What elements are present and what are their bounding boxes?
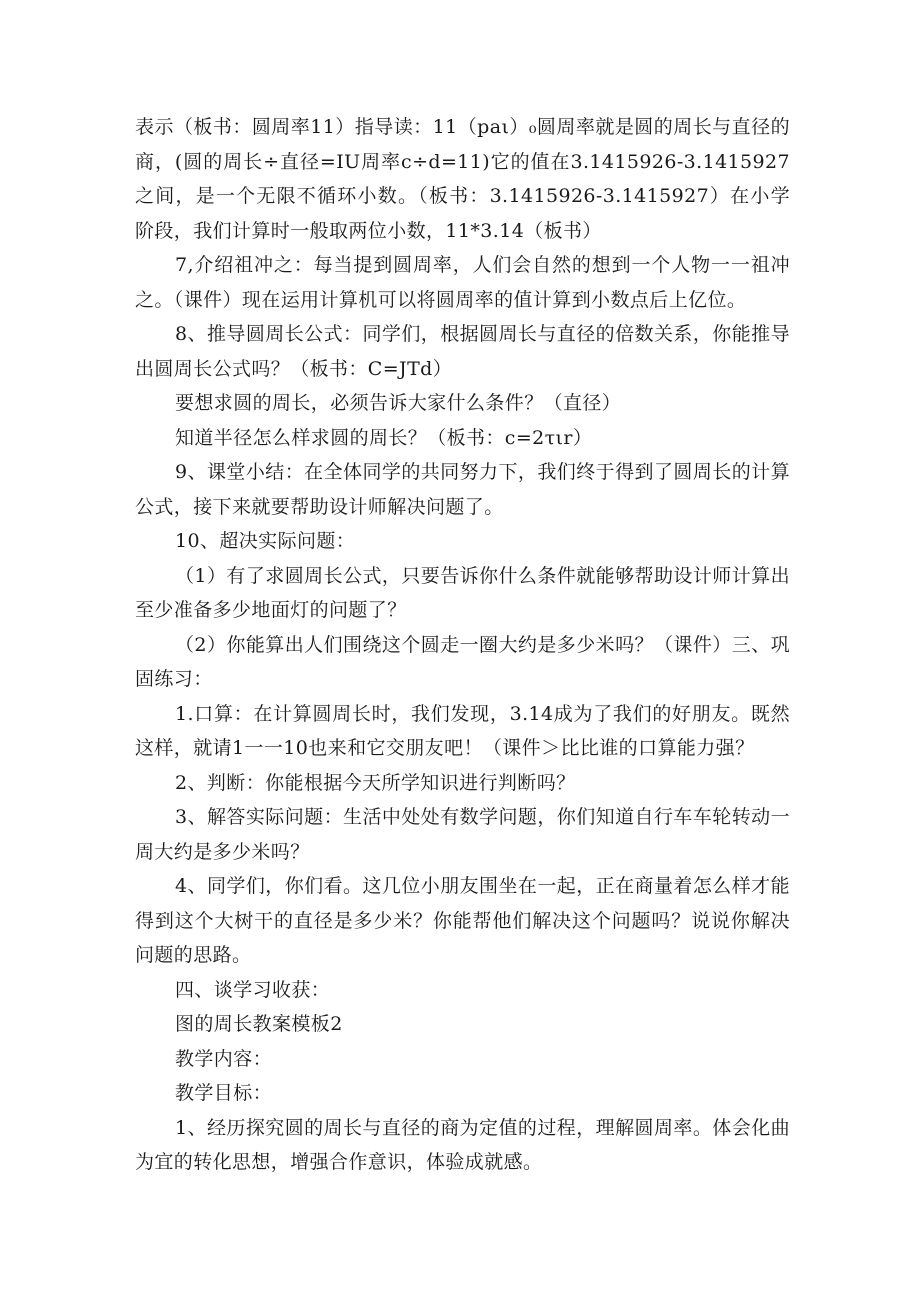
paragraph-2: 7,介绍祖冲之：每当提到圆周率，人们会自然的想到一个人物一一祖冲之。（课件）现在运用计算机可以将圆周率的值计算到小数点后上亿位。 — [135, 254, 790, 311]
paragraph-10: 1.口算：在计算圆周长时，我们发现，3.14成为了我们的好朋友。既然这样，就请1一一10也来和它交朋友吧！（课件＞比比谁的口算能力强？ — [135, 702, 790, 759]
paragraph-4: 要想求圆的周长，必须告诉大家什么条件？（直径） — [175, 392, 622, 414]
paragraph-1: 表示（板书：圆周率11）指导读：11（paι）₀圆周率就是圆的周长与直径的商，(圆的周长÷直径=IU周率c÷d=11)它的值在3.1415926-3.1415927之间，是一个无限不循环小数。（板书：3.1415926-3.1415927）在小学阶段，我们计算时一般取两位小数，11*3.14（板书） — [135, 116, 790, 242]
paragraph-6: 9、课堂小结：在全体同学的共同努力下，我们终于得到了圆周长的计算公式，接下来就要帮助设计师解决问题了。 — [135, 461, 790, 518]
paragraph-8: （1）有了求圆周长公式，只要告诉你什么条件就能够帮助设计师计算出至少准备多少地面灯的问题了？ — [135, 564, 790, 621]
paragraph-15: 图的周长教案模板2 — [175, 1013, 343, 1035]
paragraph-9: （2）你能算出人们围绕这个圆走一圈大约是多少米吗？（课件）三、巩固练习： — [135, 633, 790, 690]
paragraph-16: 教学内容： — [175, 1047, 273, 1070]
paragraph-13: 4、同学们，你们看。这几位小朋友围坐在一起，正在商量着怎么样才能得到这个大树干的直径是多少米？你能帮他们解决这个问题吗？说说你解决问题的思路。 — [135, 875, 790, 966]
document-body — [135, 110, 790, 1180]
paragraph-11: 2、判断：你能根据今天所学知识进行判断吗？ — [175, 771, 576, 794]
paragraph-17: 教学目标： — [175, 1082, 273, 1104]
paragraph-18: 1、经历探究圆的周长与直径的商为定值的过程，理解圆周率。体会化曲为宜的转化思想，增强合作意识，体验成就感。 — [135, 1116, 790, 1173]
paragraph-14: 四、谈学习收获： — [175, 978, 331, 1001]
paragraph-12: 3、解答实际问题：生活中处处有数学问题，你们知道自行车车轮转动一周大约是多少米吗？ — [135, 806, 790, 863]
paragraph-5: 知道半径怎么样求圆的周长？（板书：c=2τιr） — [175, 426, 593, 449]
paragraph-3: 8、推导圆周长公式：同学们，根据圆周长与直径的倍数关系，你能推导出圆周长公式吗？（板书：C=JTd） — [135, 323, 790, 380]
paragraph-7: 10、超决实际问题： — [175, 530, 356, 552]
